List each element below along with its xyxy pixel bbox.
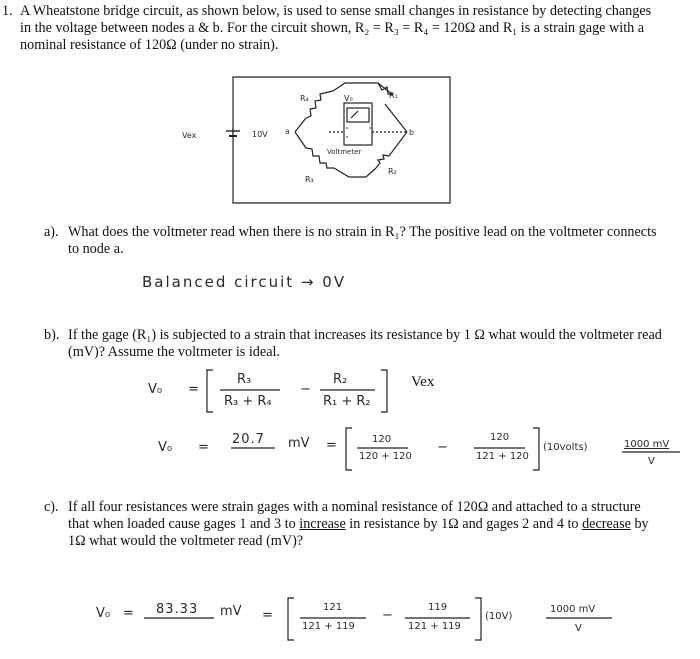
part-b-calculation — [0, 420, 700, 485]
calc-b-volts: (10volts) — [543, 442, 588, 453]
part-c-line-2 — [68, 516, 649, 533]
calc-b-value: 20.7 — [232, 432, 265, 447]
part-c-decrease: decrease — [582, 516, 631, 532]
intro-line-1: A Wheatstone bridge circuit, as shown below, is used to sense small changes in resistance by detecting changes — [20, 3, 652, 19]
calc-c-eq-2: = — [262, 608, 273, 623]
intro-line-3: nominal resistance of 120Ω (under no strain). — [20, 37, 279, 53]
calc-c-den-2: 121 + 119 — [408, 621, 461, 632]
vex-label: Vex — [182, 131, 197, 140]
calc-b-den-2: 121 + 120 — [476, 451, 529, 462]
calc-c-conv-num: 1000 mV — [550, 604, 596, 615]
calc-c-den-1: 121 + 119 — [302, 621, 355, 632]
formula-num-2: R₂ — [333, 372, 348, 387]
calc-c-minus: − — [382, 608, 393, 623]
calc-b-minus: − — [437, 440, 448, 455]
calc-c-num-1: 121 — [323, 602, 343, 613]
question-number: 1. — [2, 3, 13, 19]
calc-c-volts: (10V) — [485, 611, 513, 622]
r4-label: R₄ — [300, 94, 309, 103]
formula-den-1: R₃ + R₄ — [224, 394, 272, 409]
calc-b-brackets — [0, 420, 700, 485]
calc-b-lhs: V₀ — [158, 440, 173, 455]
calc-b-conv-num: 1000 mV — [624, 439, 670, 450]
calc-b-num-1: 120 — [372, 434, 392, 445]
part-c-line-3: 1Ω what would the voltmeter read (mV)? — [68, 533, 304, 549]
r1-label: R₁ — [389, 91, 398, 100]
vo-label: V₀ — [344, 94, 353, 103]
part-a-line-1: What does the voltmeter read when there is no strain in R₁? The positive lead on the voltmeter connects — [68, 224, 657, 240]
formula-num-1: R₃ — [237, 372, 252, 387]
calc-c-conv-den: V — [575, 623, 582, 634]
part-b-line-1: If the gage (R₁) is subjected to a strain that increases its resistance by 1 Ω what would the voltmeter read — [68, 327, 662, 343]
node-a-label: a — [285, 127, 290, 136]
r3-label: R₃ — [305, 175, 314, 184]
source-label: 10V — [252, 130, 268, 139]
circuit-wiring — [0, 0, 700, 220]
part-c-line-2-post: by — [630, 516, 649, 532]
part-b-line-2: (mV)? Assume the voltmeter is ideal. — [68, 344, 280, 360]
formula-minus: − — [300, 382, 311, 397]
calc-b-conv-den: V — [648, 456, 655, 467]
calc-b-num-2: 120 — [490, 432, 510, 443]
calc-c-lhs: V₀ — [96, 606, 111, 621]
calc-b-unit: mV — [288, 436, 310, 451]
part-b-label: b). — [44, 327, 60, 343]
formula-brackets — [0, 360, 700, 420]
formula-den-2: R₁ + R₂ — [323, 394, 371, 409]
calc-c-unit: mV — [220, 604, 242, 619]
part-c-line-1: If all four resistances were strain gages with a nominal resistance of 120Ω and attached to a structure — [68, 499, 641, 515]
part-c-increase: increase — [299, 516, 346, 532]
part-c-label: c). — [44, 499, 59, 515]
part-b-formula — [0, 360, 700, 420]
part-a-answer: Balanced circuit → 0V — [142, 273, 347, 291]
part-a-label: a). — [44, 224, 59, 240]
calc-c-value: 83.33 — [156, 602, 199, 617]
part-c-line-2-mid: in resistance by 1Ω and gages 2 and 4 to — [345, 516, 583, 532]
part-c-calculation — [0, 590, 700, 650]
formula-lhs: V₀ — [148, 382, 163, 397]
circuit-diagram — [0, 0, 700, 220]
calc-b-den-1: 120 + 120 — [359, 451, 412, 462]
formula-vex: Vex — [411, 374, 435, 390]
part-c-line-2-pre: that when loaded cause gages 1 and 3 to — [68, 516, 300, 532]
calc-c-num-2: 119 — [428, 602, 448, 613]
voltmeter-label: Voltmeter — [327, 148, 362, 156]
r2-label: R₂ — [388, 167, 397, 176]
formula-eq: = — [188, 382, 199, 397]
calc-b-eq-2: = — [326, 438, 337, 453]
calc-b-eq: = — [198, 440, 209, 455]
calc-c-eq: = — [123, 606, 134, 621]
part-a-line-2: to node a. — [68, 241, 124, 257]
node-b-label: b — [409, 128, 415, 137]
intro-line-2: in the voltage between nodes a & b. For the circuit shown, R₂ = R₃ = R₄ = 120Ω and R₁ is a strain gage with a — [20, 20, 645, 36]
